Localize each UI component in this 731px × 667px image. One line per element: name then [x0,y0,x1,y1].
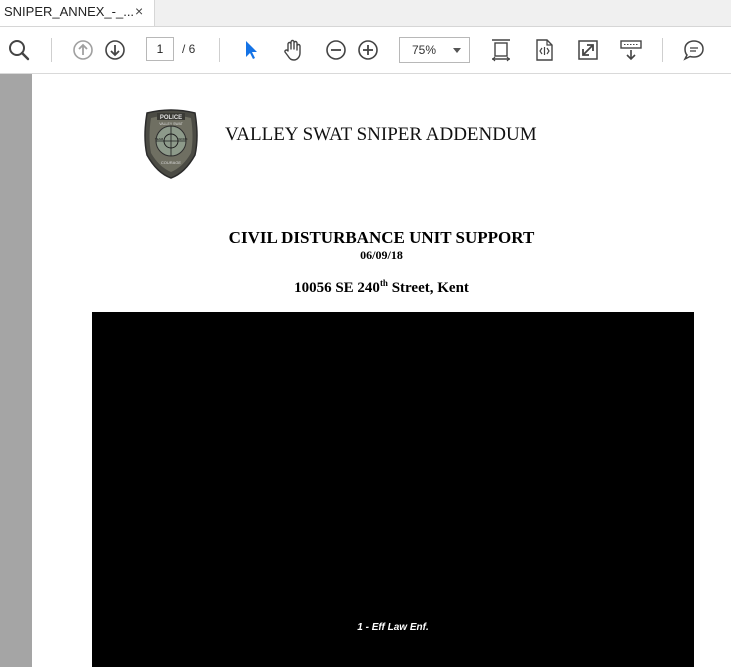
toolbar-separator [662,38,663,62]
read-mode-icon[interactable] [618,37,644,63]
fullscreen-icon[interactable] [575,37,601,63]
document-tab[interactable] [0,0,155,26]
tab-title: SNIPER_ANNEX_-_... [4,4,135,19]
chevron-down-icon [453,48,461,53]
document-address [32,278,731,297]
badge-text-bottom: COURAGE [160,160,182,165]
toolbar-separator [51,38,52,62]
page-number-input[interactable]: 1 [146,37,174,61]
zoom-select[interactable] [399,37,470,63]
address-suffix: Street, Kent [387,280,469,296]
badge-text-top: POLICE [159,115,183,121]
badge-text-left: TEAM [154,137,164,141]
toolbar-separator [219,38,220,62]
zoom-in-icon[interactable] [355,37,381,63]
document-header: VALLEY SWAT SNIPER ADDENDUM [225,124,537,145]
fit-width-icon[interactable] [531,37,557,63]
side-gutter [0,74,32,667]
pdf-page [32,74,731,667]
toolbar [0,27,731,74]
select-cursor-icon[interactable] [238,37,264,63]
figure-caption: 1 - Eff Law Enf. [357,622,429,633]
address-prefix: 10056 SE 240 [294,280,380,296]
badge-text-line2: VALLEY SWAT [159,122,183,126]
page-count: / 6 [182,42,196,56]
comment-icon[interactable] [681,37,707,63]
search-icon[interactable] [6,37,32,63]
badge-text-right: WORK [178,137,188,141]
address-superscript: th [379,278,388,288]
fit-page-icon[interactable] [488,37,514,63]
zoom-out-icon[interactable] [323,37,349,63]
police-badge-logo [141,107,201,179]
zoom-value: 75% [412,43,437,57]
tab-bar [0,0,731,27]
document-title: CIVIL DISTURBANCE UNIT SUPPORT [228,228,535,247]
document-date: 06/09/18 [360,248,403,262]
hand-tool-icon[interactable] [280,37,306,63]
page-down-icon[interactable] [102,37,128,63]
document-figure [92,312,694,667]
page-up-icon[interactable] [70,37,96,63]
close-icon[interactable]: × [135,3,144,19]
document-viewport[interactable] [0,74,731,667]
